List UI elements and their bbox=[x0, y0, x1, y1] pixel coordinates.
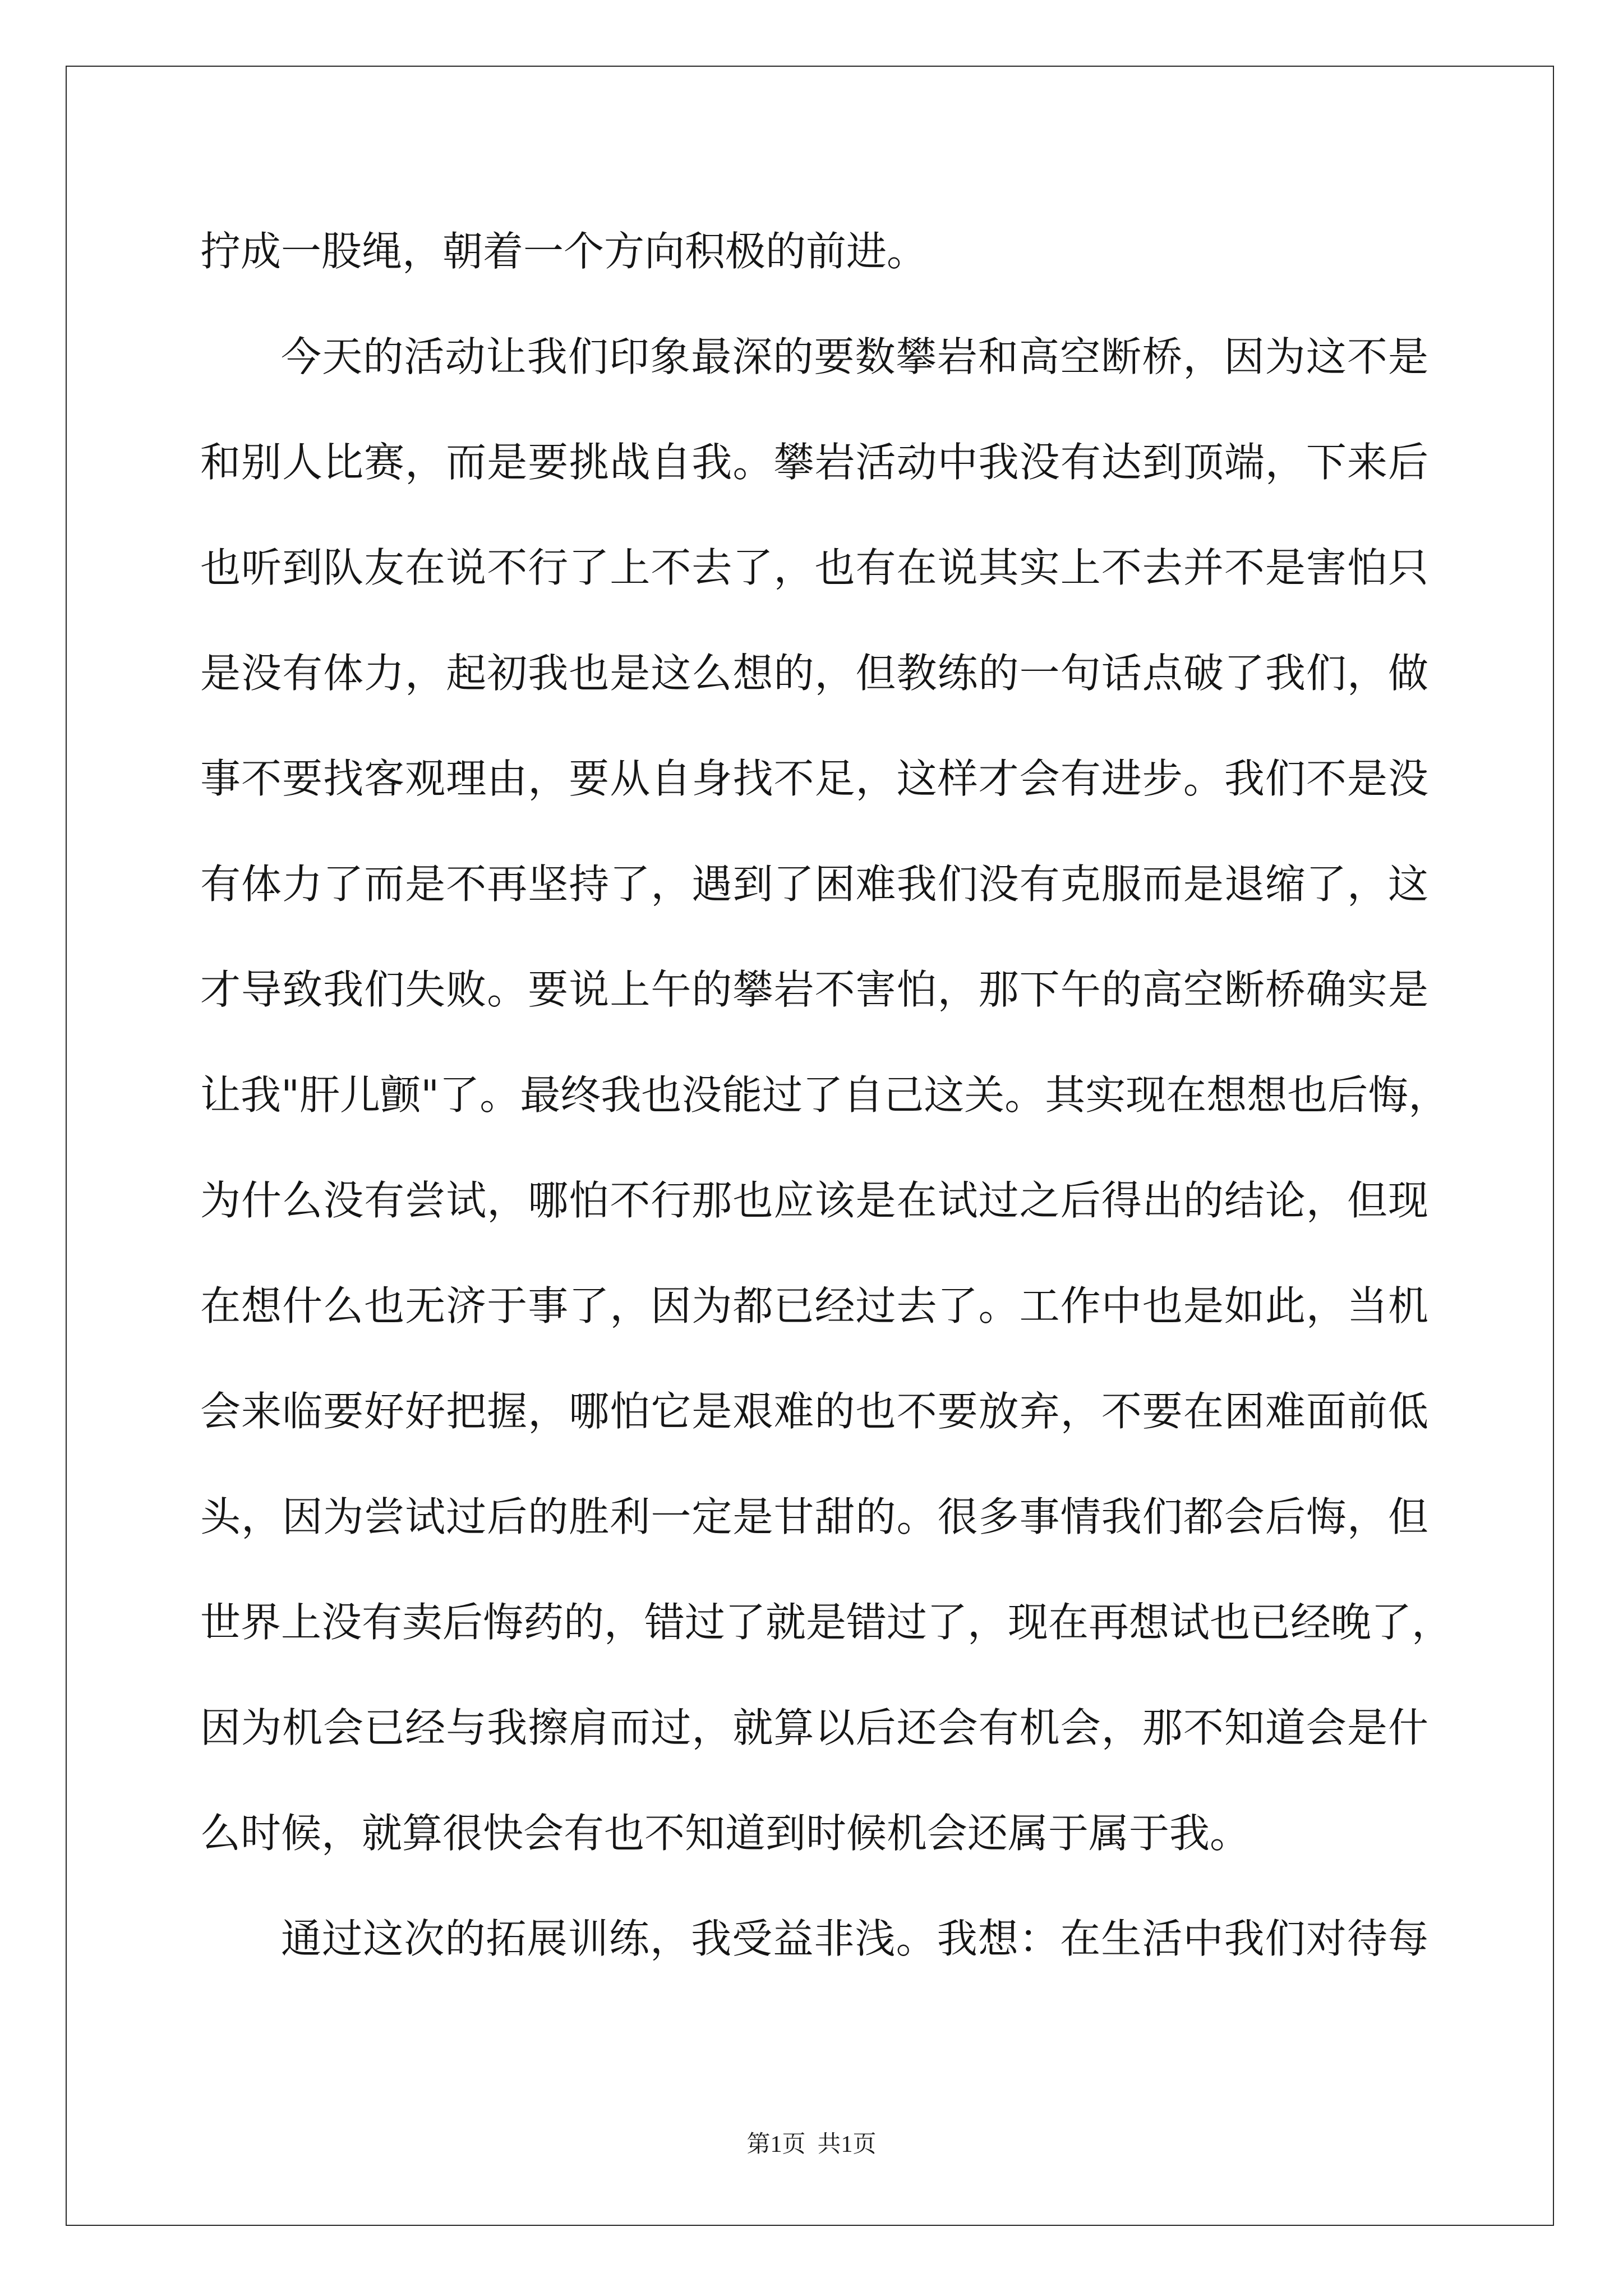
text-line: 世界上没有卖后悔药的，错过了就是错过了，现在再想试也已经晚了， bbox=[200, 1599, 1453, 1646]
paragraph bbox=[200, 199, 1428, 304]
text-line: 今天的活动让我们印象最深的要数攀岩和高空断桥，因为这不是 bbox=[281, 333, 1428, 380]
text-line: 会来临要好好把握，哪怕它是艰难的也不要放弃，不要在困难面前低 bbox=[200, 1388, 1428, 1435]
text-line: 才导致我们失败。要说上午的攀岩不害怕，那下午的高空断桥确实是 bbox=[200, 966, 1428, 1013]
page-footer: 第1页 共1页 bbox=[746, 2132, 877, 2157]
text-line: 事不要找客观理由，要从自身找不足，这样才会有进步。我们不是没 bbox=[200, 755, 1428, 802]
text-line: 拧成一股绳，朝着一个方向积极的前进。 bbox=[200, 228, 928, 275]
paragraph bbox=[200, 1886, 1428, 1991]
text-line: 为什么没有尝试，哪怕不行那也应该是在试过之后得出的结论，但现 bbox=[200, 1177, 1428, 1224]
text-line: 有体力了而是不再坚持了，遇到了困难我们没有克服而是退缩了，这 bbox=[200, 861, 1428, 908]
text-line: 也听到队友在说不行了上不去了，也有在说其实上不去并不是害怕只 bbox=[200, 544, 1428, 591]
text-line: 头，因为尝试过后的胜利一定是甘甜的。很多事情我们都会后悔，但 bbox=[200, 1493, 1428, 1540]
text-line: 通过这次的拓展训练，我受益非浅。我想：在生活中我们对待每 bbox=[281, 1915, 1428, 1962]
text-line: 在想什么也无济于事了，因为都已经过去了。工作中也是如此，当机 bbox=[200, 1282, 1428, 1329]
text-line: 是没有体力，起初我也是这么想的，但教练的一句话点破了我们，做 bbox=[200, 650, 1428, 697]
paragraph bbox=[200, 304, 1453, 1886]
text-line: 么时候，就算很快会有也不知道到时候机会还属于属于我。 bbox=[200, 1810, 1251, 1857]
text-line: 因为机会已经与我擦肩而过，就算以后还会有机会，那不知道会是什 bbox=[200, 1704, 1428, 1751]
text-line: 让我"肝儿颤"了。最终我也没能过了自己这关。其实现在想想也后悔， bbox=[200, 1071, 1449, 1119]
text-line: 和别人比赛，而是要挑战自我。攀岩活动中我没有达到顶端，下来后 bbox=[200, 439, 1428, 486]
body-text bbox=[200, 199, 1453, 1991]
